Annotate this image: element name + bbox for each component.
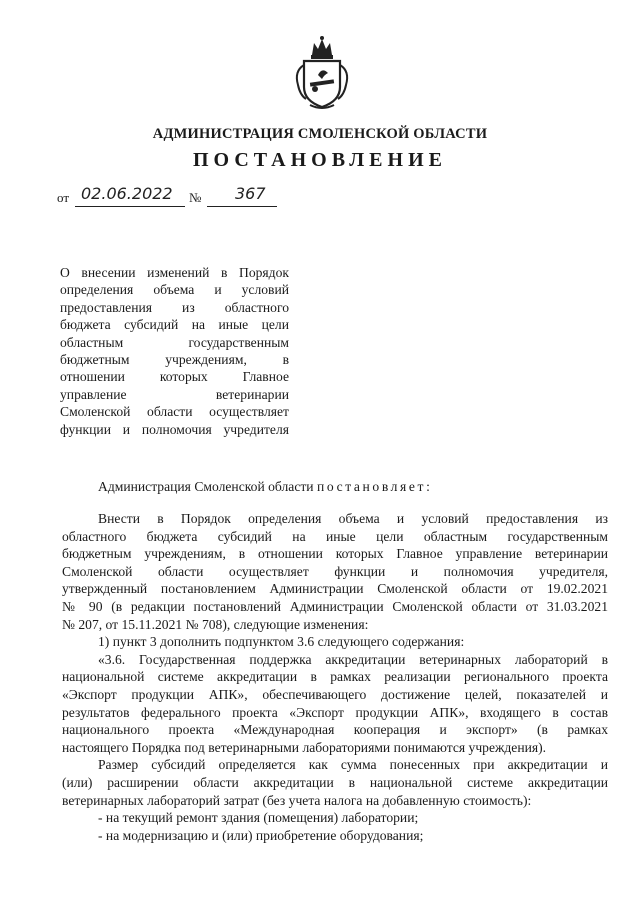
body-line: результатов федерального проекта «Экспорт продукции АПК», входящего в состав <box>62 704 608 720</box>
subject-line: функции и полномочия учредителя <box>60 421 289 437</box>
subject-line: бюджетным учреждениям, в <box>60 352 289 368</box>
date-number-line <box>57 186 297 210</box>
body-line: № 207, от 15.11.2021 № 708), следующие изменения: <box>62 616 369 632</box>
body-line: (или) расширении области аккредитации в национальной системе аккредитации <box>62 774 608 790</box>
body-line: 1) пункт 3 дополнить подпунктом 3.6 следующего содержания: <box>98 634 465 650</box>
decree-statement <box>98 479 432 495</box>
decree-prefix: Администрация Смоленской области <box>98 479 317 494</box>
coat-of-arms-icon <box>290 35 354 111</box>
body-line: № 90 (в редакции постановлений Администрации Смоленской области от 31.03.2021 <box>62 598 608 614</box>
body-line: областного бюджета субсидий на иные цели областным государственным <box>62 528 608 544</box>
body-line: настоящего Порядка под ветеринарными лабораториями понимаются учреждения). <box>62 739 547 755</box>
number-underline <box>207 206 277 207</box>
decree-verb: постановляет: <box>316 479 433 494</box>
number-label: № <box>189 190 202 205</box>
body-line: «3.6. Государственная поддержка аккредитации ветеринарных лабораторий в <box>98 651 608 667</box>
subject-line: Смоленской области осуществляет <box>60 404 289 420</box>
body-line: национальной системе аккредитации в рамках реализации регионального проекта <box>62 669 608 685</box>
body-line: бюджетным учреждениям, в отношении которых Главное управление ветеринарии <box>62 546 608 562</box>
body-line: утвержденный постановлением Администрации Смоленской области от 19.02.2021 <box>62 581 608 597</box>
body-line: национального проекта «Международная кооперация и экспорт» (в рамках <box>62 722 608 738</box>
subject-line: О внесении изменений в Порядок <box>60 265 289 280</box>
body-line: ветеринарных лабораторий затрат (без учета налога на добавленную стоимость): <box>62 792 532 808</box>
organization-name: АДМИНИСТРАЦИЯ СМОЛЕНСКОЙ ОБЛАСТИ <box>152 126 488 142</box>
document-subject <box>60 264 289 438</box>
handwritten-date: 02.06.2022 <box>81 184 173 203</box>
subject-line: управление ветеринарии <box>60 386 289 402</box>
body-line: Смоленской области осуществляет функции и полномочия учредителя, <box>62 563 608 579</box>
document-body <box>62 510 608 844</box>
body-line: - на текущий ремонт здания (помещения) лаборатории; <box>98 810 419 826</box>
subject-line: предоставления из областного <box>60 299 289 315</box>
date-from-label: от <box>57 190 70 205</box>
subject-line: бюджета субсидий на иные цели <box>60 317 289 333</box>
date-underline <box>75 206 185 207</box>
subject-line: отношении которых Главное <box>60 369 289 385</box>
body-line: Внести в Порядок определения объема и условий предоставления из <box>98 511 608 526</box>
body-line: - на модернизацию и (или) приобретение оборудования; <box>98 827 424 843</box>
body-line: «Экспорт продукции АПК», обеспечивающего достижение целей, показателей и <box>62 686 608 702</box>
handwritten-number: 367 <box>235 184 266 203</box>
document-type-title: ПОСТАНОВЛЕНИЕ <box>193 149 447 171</box>
subject-line: определения объема и условий <box>60 282 289 298</box>
subject-line: областным государственным <box>60 334 289 350</box>
body-line: Размер субсидий определяется как сумма понесенных при аккредитации и <box>98 757 608 773</box>
